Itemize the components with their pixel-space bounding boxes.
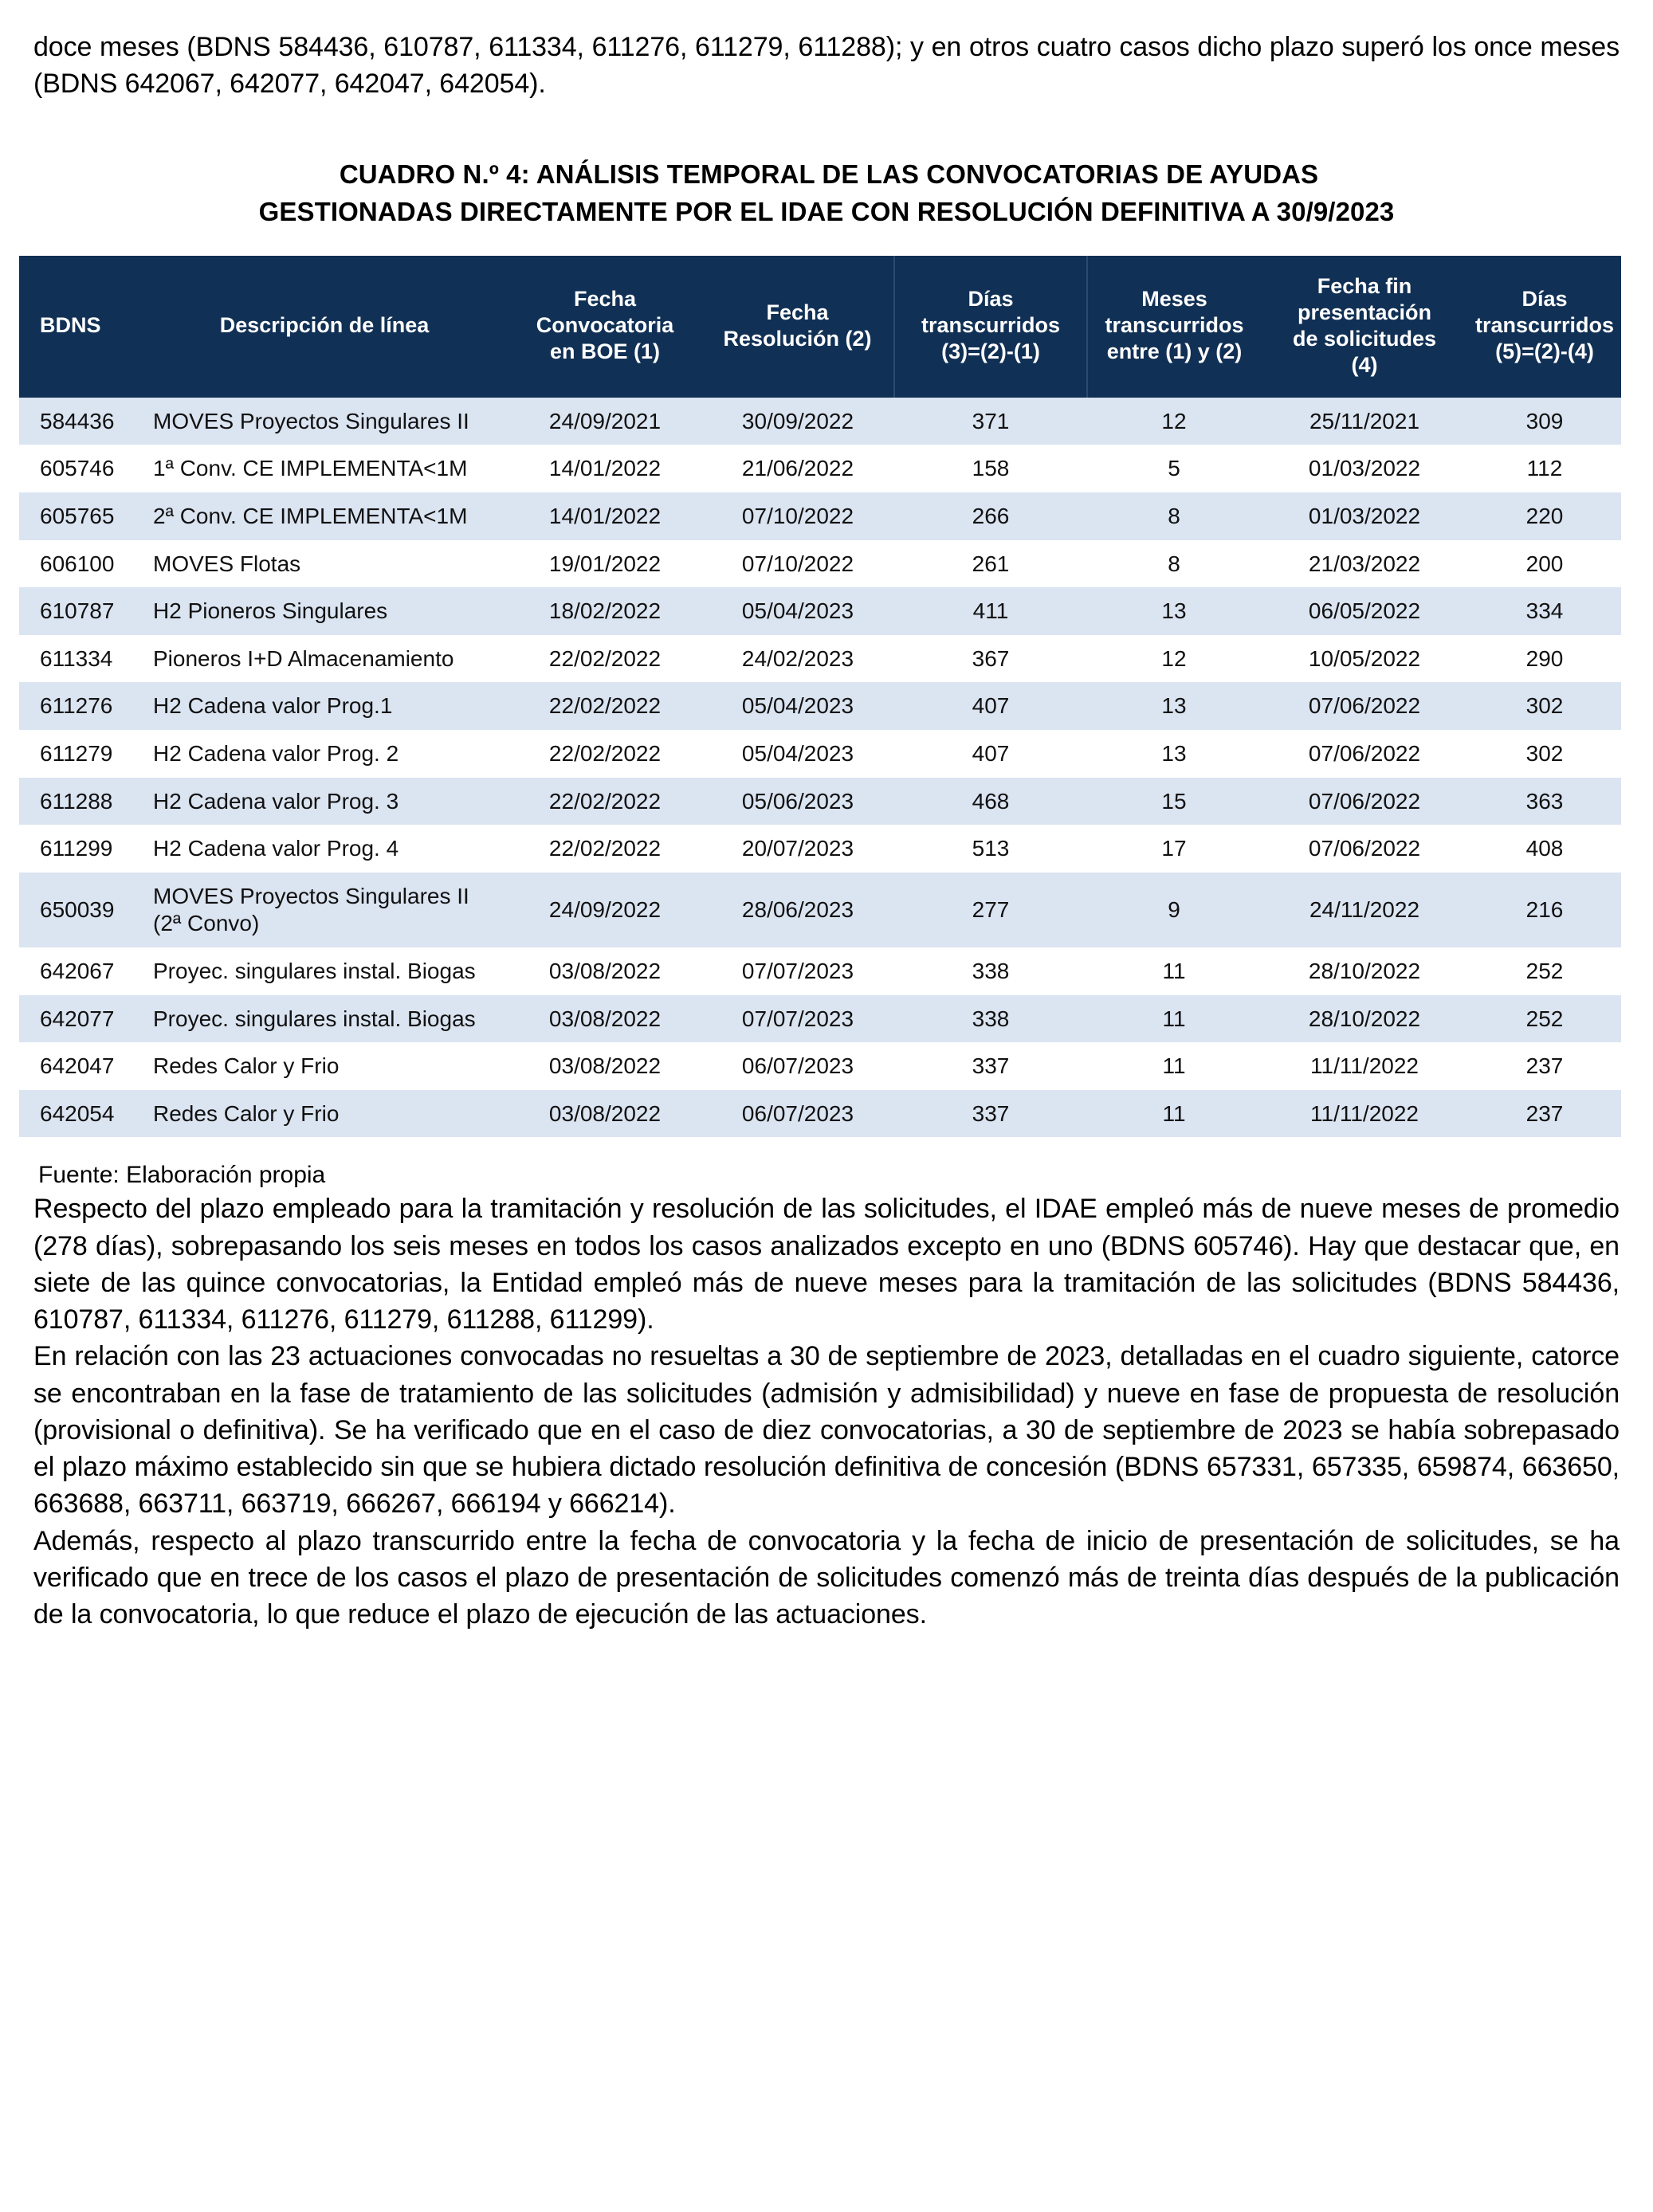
cell-meses-transcurridos: 8 [1168, 551, 1180, 576]
table-caption-line-1: CUADRO N.º 4: ANÁLISIS TEMPORAL DE LAS CONVOCATORIAS DE AYUDAS [339, 159, 1319, 190]
paragraph-4: Además, respecto al plazo transcurrido entre la fecha de convocatoria y la fecha de inicio de presentación de solicitudes, se ha verificado que en trece de los casos el plazo de presentación de solicitudes comenzó más de treinta días después de la publicación de la convocatoria, lo que reduce el plazo de ejecución de las actuaciones. [33, 1525, 1620, 1630]
cell-fecha-convocatoria-boe: 22/02/2022 [508, 778, 701, 826]
cell-bdns: 611279 [40, 741, 113, 766]
cell-fecha-fin-presentacion: 28/10/2022 [1308, 959, 1421, 984]
column-header-dias-transcurridos-3 [894, 256, 1087, 398]
cell-fecha-fin-presentacion: 07/06/2022 [1261, 778, 1468, 826]
cell-fecha-resolucion: 28/06/2023 [701, 873, 894, 947]
column-header-line: Días [968, 287, 1014, 312]
cell-fecha-convocatoria-boe: 24/09/2022 [508, 873, 701, 947]
cell-bdns: 611299 [40, 836, 113, 861]
cell-meses-transcurridos: 11 [1087, 995, 1261, 1043]
cell-fecha-resolucion: 05/04/2023 [701, 587, 894, 635]
cell-fecha-convocatoria-boe: 03/08/2022 [508, 1090, 701, 1138]
cell-meses-transcurridos: 9 [1087, 873, 1261, 947]
column-header-meses-transcurridos [1087, 256, 1261, 398]
cell-fecha-convocatoria-boe: 22/02/2022 [548, 836, 662, 861]
cell-fecha-convocatoria-boe: 14/01/2022 [548, 456, 662, 481]
cell-dias-transcurridos-5: 302 [1468, 682, 1621, 730]
cell-dias-transcurridos-3: 411 [894, 587, 1087, 635]
cell-meses-transcurridos: 11 [1162, 1053, 1186, 1079]
column-header-line: transcurridos [1105, 313, 1244, 338]
column-header-line: Resolución (2) [723, 326, 872, 351]
table-row [19, 635, 1621, 683]
cell-fecha-fin-presentacion: 07/06/2022 [1308, 836, 1421, 861]
table-row [19, 995, 1621, 1043]
cell-fecha-fin-presentacion: 01/03/2022 [1308, 456, 1421, 481]
column-header-line: de solicitudes [1292, 326, 1437, 351]
cell-bdns: 610787 [19, 587, 140, 635]
cell-fecha-resolucion: 20/07/2023 [741, 836, 854, 861]
cell-descripcion-de-linea: H2 Cadena valor Prog.1 [140, 682, 508, 730]
table-row [19, 730, 1621, 778]
cell-fecha-resolucion: 21/06/2022 [741, 456, 854, 481]
cell-dias-transcurridos-5: 200 [1525, 551, 1564, 576]
column-header-line: Fecha fin [1317, 273, 1412, 298]
cell-fecha-convocatoria-boe: 18/02/2022 [508, 587, 701, 635]
cell-bdns: 611334 [40, 645, 113, 671]
cell-bdns: 642077 [19, 995, 140, 1043]
column-header-line: Fecha [573, 287, 637, 312]
cell-fecha-resolucion: 30/09/2022 [701, 398, 894, 445]
table-row [19, 398, 1621, 445]
cell-fecha-fin-presentacion: 11/11/2022 [1261, 1090, 1468, 1138]
cell-fecha-resolucion: 05/06/2023 [701, 778, 894, 826]
cell-bdns: 605765 [19, 492, 140, 540]
cell-dias-transcurridos-5: 216 [1468, 873, 1621, 947]
cell-dias-transcurridos-5: 252 [1525, 959, 1564, 984]
intro-paragraph: doce meses (BDNS 584436, 610787, 611334, 611276, 611279, 611288); y en otros cuatro casos dicho plazo superó los once meses (BDNS 642067, 642077, 642047, 642054). [33, 32, 1620, 100]
column-header-dias-transcurridos-5 [1468, 256, 1621, 398]
column-header-line: (5)=(2)-(4) [1495, 339, 1594, 364]
cell-fecha-convocatoria-boe: 22/02/2022 [508, 682, 701, 730]
cell-dias-transcurridos-3: 371 [894, 398, 1087, 445]
table-row [19, 778, 1621, 826]
table-row [19, 1090, 1621, 1138]
cell-dias-transcurridos-3: 261 [972, 551, 1010, 576]
table-row [19, 682, 1621, 730]
cell-meses-transcurridos: 13 [1087, 682, 1261, 730]
cell-dias-transcurridos-5: 220 [1468, 492, 1621, 540]
cell-bdns: 611276 [19, 682, 140, 730]
cell-dias-transcurridos-5: 290 [1525, 645, 1564, 671]
cell-meses-transcurridos: 13 [1087, 587, 1261, 635]
cell-fecha-resolucion: 24/02/2023 [741, 645, 854, 671]
cell-dias-transcurridos-5: 237 [1525, 1053, 1564, 1079]
cell-bdns: 605746 [40, 456, 115, 481]
source-note: Fuente: Elaboración propia [38, 1162, 326, 1189]
cell-descripcion-de-linea [140, 873, 508, 947]
cell-bdns: 642047 [40, 1053, 115, 1079]
column-header-line: entre (1) y (2) [1106, 339, 1243, 364]
cell-meses-transcurridos: 13 [1161, 741, 1187, 766]
cell-dias-transcurridos-5: 112 [1526, 456, 1563, 481]
column-header-line: Descripción de línea [219, 313, 430, 338]
cell-fecha-fin-presentacion: 01/03/2022 [1261, 492, 1468, 540]
cell-dias-transcurridos-5: 363 [1468, 778, 1621, 826]
cell-dias-transcurridos-3: 337 [972, 1053, 1010, 1079]
cell-fecha-resolucion: 06/07/2023 [701, 1090, 894, 1138]
column-header-line: (3)=(2)-(1) [941, 339, 1040, 364]
cell-dias-transcurridos-5: 302 [1525, 741, 1564, 766]
cell-fecha-fin-presentacion: 11/11/2022 [1310, 1053, 1419, 1079]
table-row [19, 587, 1621, 635]
cell-meses-transcurridos: 8 [1087, 492, 1261, 540]
table-caption [33, 156, 1620, 229]
cell-fecha-convocatoria-boe: 03/08/2022 [548, 959, 662, 984]
cell-bdns: 642067 [40, 959, 115, 984]
cell-descripcion-de-linea: Redes Calor y Frio [140, 1090, 508, 1138]
cell-meses-transcurridos: 12 [1161, 645, 1187, 671]
cell-dias-transcurridos-5: 334 [1468, 587, 1621, 635]
cell-dias-transcurridos-3: 338 [972, 959, 1010, 984]
cell-fecha-convocatoria-boe: 19/01/2022 [548, 551, 662, 576]
cell-fecha-fin-presentacion: 06/05/2022 [1261, 587, 1468, 635]
cell-fecha-convocatoria-boe: 14/01/2022 [508, 492, 701, 540]
cell-dias-transcurridos-5: 408 [1525, 836, 1564, 861]
cell-descripcion-de-linea: 1ª Conv. CE IMPLEMENTA<1M [153, 456, 468, 481]
cell-descripcion-de-linea: H2 Cadena valor Prog. 2 [153, 741, 399, 766]
column-header-line: presentación [1297, 300, 1432, 324]
cell-dias-transcurridos-3: 407 [972, 741, 1010, 766]
cell-fecha-convocatoria-boe: 22/02/2022 [548, 741, 662, 766]
column-header-line: (4) [1351, 352, 1378, 377]
convocatorias-table [19, 256, 1621, 1138]
cell-descripcion-de-linea: Redes Calor y Frio [153, 1053, 340, 1079]
cell-descripcion-de-linea: Pioneros I+D Almacenamiento [153, 645, 454, 671]
cell-meses-transcurridos: 15 [1087, 778, 1261, 826]
cell-dias-transcurridos-3: 407 [894, 682, 1087, 730]
cell-fecha-fin-presentacion: 07/06/2022 [1261, 682, 1468, 730]
cell-descripcion-de-linea: Proyec. singulares instal. Biogas [140, 995, 508, 1043]
cell-dias-transcurridos-5: 252 [1468, 995, 1621, 1043]
cell-text: MOVES Proyectos Singulares II [153, 883, 469, 908]
cell-meses-transcurridos: 11 [1087, 1090, 1261, 1138]
cell-descripcion-de-linea: MOVES Flotas [153, 551, 301, 576]
column-header-line: en BOE (1) [549, 339, 661, 364]
paragraph-2: Respecto del plazo empleado para la tramitación y resolución de las solicitudes, el IDAE empleó más de nueve meses de promedio (278 días), sobrepasando los seis meses en todos los casos analizados excepto en uno (BDNS 605746). Hay que destacar que, en siete de las quince convocatorias, la Entidad empleó más de nueve meses para la tramitación de las solicitudes (BDNS 584436, 610787, 611334, 611276, 611279, 611288, 611299). [33, 1194, 1620, 1335]
column-header-descripcion-de-linea [140, 256, 508, 398]
table-row [19, 445, 1621, 492]
cell-fecha-convocatoria-boe: 24/09/2021 [508, 398, 701, 445]
cell-dias-transcurridos-3: 468 [894, 778, 1087, 826]
column-header-fecha-resolucion [701, 256, 894, 398]
cell-bdns: 606100 [40, 551, 115, 576]
table-caption-line-2: GESTIONADAS DIRECTAMENTE POR EL IDAE CON RESOLUCIÓN DEFINITIVA A 30/9/2023 [258, 196, 1395, 226]
table-row [19, 873, 1621, 947]
cell-fecha-resolucion: 07/07/2023 [701, 995, 894, 1043]
cell-dias-transcurridos-3: 338 [894, 995, 1087, 1043]
cell-dias-transcurridos-3: 513 [972, 836, 1010, 861]
cell-dias-transcurridos-3: 367 [972, 645, 1010, 671]
cell-fecha-resolucion: 06/07/2023 [741, 1053, 854, 1079]
column-header-fecha-convocatoria-boe [508, 256, 701, 398]
column-header-line: Días [1521, 287, 1568, 312]
cell-fecha-convocatoria-boe: 03/08/2022 [548, 1053, 662, 1079]
cell-fecha-fin-presentacion: 21/03/2022 [1308, 551, 1421, 576]
column-header-line: transcurridos [1474, 313, 1615, 338]
cell-fecha-resolucion: 05/04/2023 [741, 741, 854, 766]
cell-dias-transcurridos-3: 158 [972, 456, 1010, 481]
cell-descripcion-de-linea: Proyec. singulares instal. Biogas [153, 959, 476, 984]
table-row [19, 540, 1621, 588]
column-header-line: Convocatoria [536, 313, 674, 338]
column-header-line: Fecha [766, 300, 829, 324]
cell-fecha-fin-presentacion: 28/10/2022 [1261, 995, 1468, 1043]
cell-bdns: 611288 [19, 778, 140, 826]
cell-meses-transcurridos: 11 [1162, 959, 1186, 984]
table-row [19, 947, 1621, 995]
cell-fecha-convocatoria-boe: 22/02/2022 [548, 645, 662, 671]
cell-meses-transcurridos: 17 [1161, 836, 1187, 861]
cell-dias-transcurridos-3: 266 [894, 492, 1087, 540]
cell-fecha-fin-presentacion: 10/05/2022 [1308, 645, 1421, 671]
column-header-fecha-fin-presentacion [1261, 256, 1468, 398]
cell-bdns: 650039 [19, 873, 140, 947]
table-container [19, 256, 1634, 1138]
cell-fecha-fin-presentacion: 07/06/2022 [1308, 741, 1421, 766]
cell-fecha-resolucion: 07/07/2023 [741, 959, 854, 984]
table-body [19, 398, 1621, 1138]
column-header-line: Meses [1141, 287, 1207, 312]
cell-fecha-resolucion: 07/10/2022 [741, 551, 854, 576]
cell-dias-transcurridos-3: 277 [894, 873, 1087, 947]
cell-text: (2ª Convo) [153, 910, 260, 935]
cell-meses-transcurridos: 12 [1087, 398, 1261, 445]
paragraph-3: En relación con las 23 actuaciones convocadas no resueltas a 30 de septiembre de 2023, detalladas en el cuadro siguiente, catorce se encontraban en la fase de tratamiento de las solicitudes (admisión y admisibilidad) y nueve en fase de propuesta de resolución (provisional o definitiva). Se ha verificado que en el caso de diez convocatorias, a 30 de septiembre de 2023 se había sobrepasado el plazo máximo establecido sin que se hubiera dictado resolución definitiva de concesión (BDNS 657331, 657335, 659874, 663650, 663688, 663711, 663719, 666267, 666194 y 666214). [33, 1341, 1620, 1520]
cell-descripcion-de-linea: 2ª Conv. CE IMPLEMENTA<1M [140, 492, 508, 540]
cell-dias-transcurridos-5: 309 [1468, 398, 1621, 445]
cell-descripcion-de-linea: H2 Pioneros Singulares [140, 587, 508, 635]
table-header-row [19, 256, 1621, 398]
cell-fecha-convocatoria-boe: 03/08/2022 [508, 995, 701, 1043]
cell-bdns: 584436 [19, 398, 140, 445]
cell-descripcion-de-linea: MOVES Proyectos Singulares II [140, 398, 508, 445]
table-row [19, 492, 1621, 540]
cell-fecha-resolucion: 05/04/2023 [701, 682, 894, 730]
column-header-bdns [19, 256, 140, 398]
cell-fecha-fin-presentacion: 24/11/2022 [1261, 873, 1468, 947]
table-row [19, 825, 1621, 873]
cell-fecha-fin-presentacion: 25/11/2021 [1261, 398, 1468, 445]
column-header-line: transcurridos [921, 313, 1061, 338]
cell-descripcion-de-linea: H2 Cadena valor Prog. 3 [140, 778, 508, 826]
cell-dias-transcurridos-3: 337 [894, 1090, 1087, 1138]
cell-descripcion-de-linea: H2 Cadena valor Prog. 4 [153, 836, 399, 861]
cell-dias-transcurridos-5: 237 [1468, 1090, 1621, 1138]
column-header-line: BDNS [40, 313, 101, 338]
cell-bdns: 642054 [19, 1090, 140, 1138]
cell-fecha-resolucion: 07/10/2022 [701, 492, 894, 540]
table-row [19, 1042, 1621, 1090]
cell-meses-transcurridos: 5 [1168, 456, 1180, 481]
